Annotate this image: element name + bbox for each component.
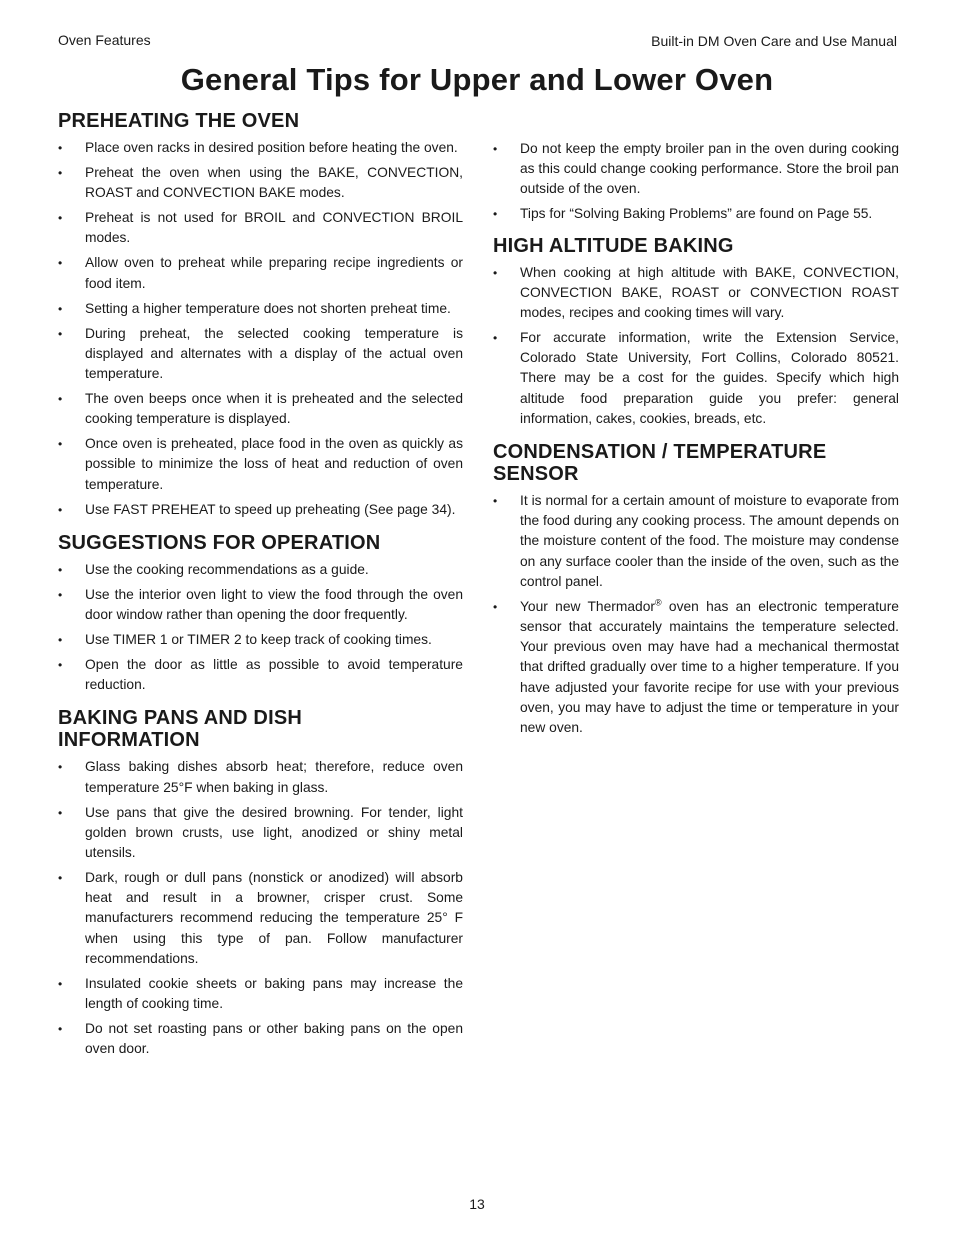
bullet-icon: • [58,871,63,886]
baking-pans-list [58,757,463,1059]
list-item [493,263,899,324]
list-item [58,1019,463,1059]
bullet-icon: • [493,207,498,222]
list-item-text: Insulated cookie sheets or baking pans may increase the length of cooking time. [85,975,463,1012]
list-item [58,500,463,520]
list-item [58,138,463,158]
list-item [493,491,899,592]
list-item-text: Glass baking dishes absorb heat; therefore, reduce oven temperature 25°F when baking in glass. [85,759,463,795]
list-item-text: Setting a higher temperature does not shorten preheat time. [85,300,451,316]
condensation-section [493,441,899,738]
bullet-icon: • [58,502,63,517]
list-item-text: Preheat is not used for BROIL and CONVECTION BROIL modes. [85,210,463,246]
list-item [58,324,463,385]
list-item-text: Do not keep the empty broiler pan in the oven during cooking as this could change cooking performance. Store the broil pan outside of the oven. [520,141,899,197]
list-item [58,208,463,248]
left-column [58,110,463,1071]
list-item [58,757,463,797]
suggestions-section [58,532,463,696]
suggestions-heading: SUGGESTIONS FOR OPERATION [58,531,381,554]
bullet-icon: • [58,141,63,155]
condensation-heading: CONDENSATION / TEMPERATURE SENSOR [493,441,827,486]
bullet-icon: • [58,760,63,775]
baking-pans-heading: BAKING PANS AND DISH INFORMATION [58,707,303,752]
list-item [58,389,463,429]
high-altitude-list [493,263,899,429]
bullet-icon: • [58,587,63,602]
bullet-icon: • [58,562,63,577]
list-item-text: Once oven is preheated, place food in the oven as quickly as possible to minimize the loss of heat and reduction of oven temperature. [85,436,463,492]
bullet-icon: • [493,494,498,509]
preheating-list [58,138,463,520]
list-item-text: Do not set roasting pans or other baking pans on the open oven door. [85,1021,463,1057]
list-item-text: Use the interior oven light to view the food through the oven door window rather than opening the door frequently. [85,586,463,623]
list-item-text: Use the cooking recommendations as a guide. [85,561,369,577]
right-intro-list [493,139,899,225]
right-column [493,139,899,750]
thermador-text-after: oven has an electronic temperature sensor that accurately maintains the temperature selected. Your previous oven may have had a mechanical thermostat that drifted gradually over time to a higher temperature. If you have adjusted your favorite recipe for use with your previous oven, you may have to adjust the time or temperature in your new oven. [520,598,899,736]
list-item [58,655,463,695]
preheating-section [58,110,463,520]
list-item-text: Place oven racks in desired position before heating the oven. [85,140,458,155]
list-item [58,585,463,625]
list-item [58,434,463,495]
bullet-icon: • [58,437,63,452]
bullet-icon: • [493,265,498,280]
list-item [493,139,899,200]
condensation-list [493,491,899,738]
list-item [493,328,899,429]
bullet-icon: • [58,633,63,648]
preheating-heading: PREHEATING THE OVEN [58,110,300,132]
list-item-text: Use FAST PREHEAT to speed up preheating (See page 34). [85,501,456,517]
list-item [58,299,463,319]
bullet-icon: • [493,142,498,156]
bullet-icon: • [58,392,63,407]
list-item-text: When cooking at high altitude with BAKE, CONVECTION, CONVECTION BAKE, ROAST or CONVECTION ROAST modes, recipes and cooking times will vary. [520,264,899,321]
list-item-thermador [493,597,899,738]
list-item [58,974,463,1014]
list-item-text: Use pans that give the desired browning. For tender, light golden brown crusts, use light, anodized or shiny metal utensils. [85,804,463,861]
baking-pans-section [58,707,463,1059]
list-item [58,630,463,650]
list-item-text: During preheat, the selected cooking temperature is displayed and alternates with a display of the actual oven temperature. [85,325,463,382]
list-item-text: Allow oven to preheat while preparing recipe ingredients or food item. [85,255,463,291]
list-item [58,868,463,969]
bullet-icon: • [58,211,63,226]
list-item-text: Tips for “Solving Baking Problems” are found on Page 55. [520,206,873,222]
bullet-icon: • [58,658,63,673]
header-manual-title: Built-in DM Oven Care and Use Manual [651,33,897,49]
bullet-icon: • [493,599,498,614]
header-section-label: Oven Features [58,32,151,48]
bullet-icon: • [58,256,63,271]
list-item-text: Preheat the oven when using the BAKE, CONVECTION, ROAST and CONVECTION BAKE modes. [85,165,463,201]
list-item [58,560,463,580]
bullet-icon: • [58,1022,63,1037]
list-item [58,253,463,293]
list-item-text: The oven beeps once when it is preheated and the selected cooking temperature is displayed. [85,391,463,427]
list-item [58,803,463,864]
registered-mark: ® [654,597,662,608]
bullet-icon: • [58,326,63,341]
high-altitude-heading: HIGH ALTITUDE BAKING [493,234,734,257]
page-title: General Tips for Upper and Lower Oven [180,62,774,97]
list-item-text: Open the door as little as possible to avoid temperature reduction. [85,657,463,693]
list-item-text: Use TIMER 1 or TIMER 2 to keep track of cooking times. [85,632,432,648]
list-item [493,204,899,224]
high-altitude-section [493,235,899,429]
bullet-icon: • [493,331,498,346]
page-number: 13 [469,1196,485,1212]
bullet-icon: • [58,301,63,316]
list-item [58,163,463,203]
list-item-text: Dark, rough or dull pans (nonstick or anodized) will absorb heat and result in a browner, crisper crust. Some manufacturers recommend reducing the temperature 25° F when using this type of pan. Follow manufacturer recommendations. [85,870,463,966]
thermador-text-before: Your new Thermador [520,598,655,614]
list-item-text: For accurate information, write the Extension Service, Colorado State University, Fort Collins, Colorado 80521. There may be a cost for the guides. Specify which high altitude food preparation guide you prefer: general information, cakes, cookies, breads, etc. [520,330,899,426]
bullet-icon: • [58,166,63,180]
list-item-text: It is normal for a certain amount of moisture to evaporate from the food during any cooking process. The amount depends on the moisture content of the food. The moisture may condense on any surface cooler than the inside of the oven, such as the control panel. [520,493,899,589]
bullet-icon: • [58,805,63,820]
suggestions-list [58,560,463,696]
bullet-icon: • [58,976,63,991]
